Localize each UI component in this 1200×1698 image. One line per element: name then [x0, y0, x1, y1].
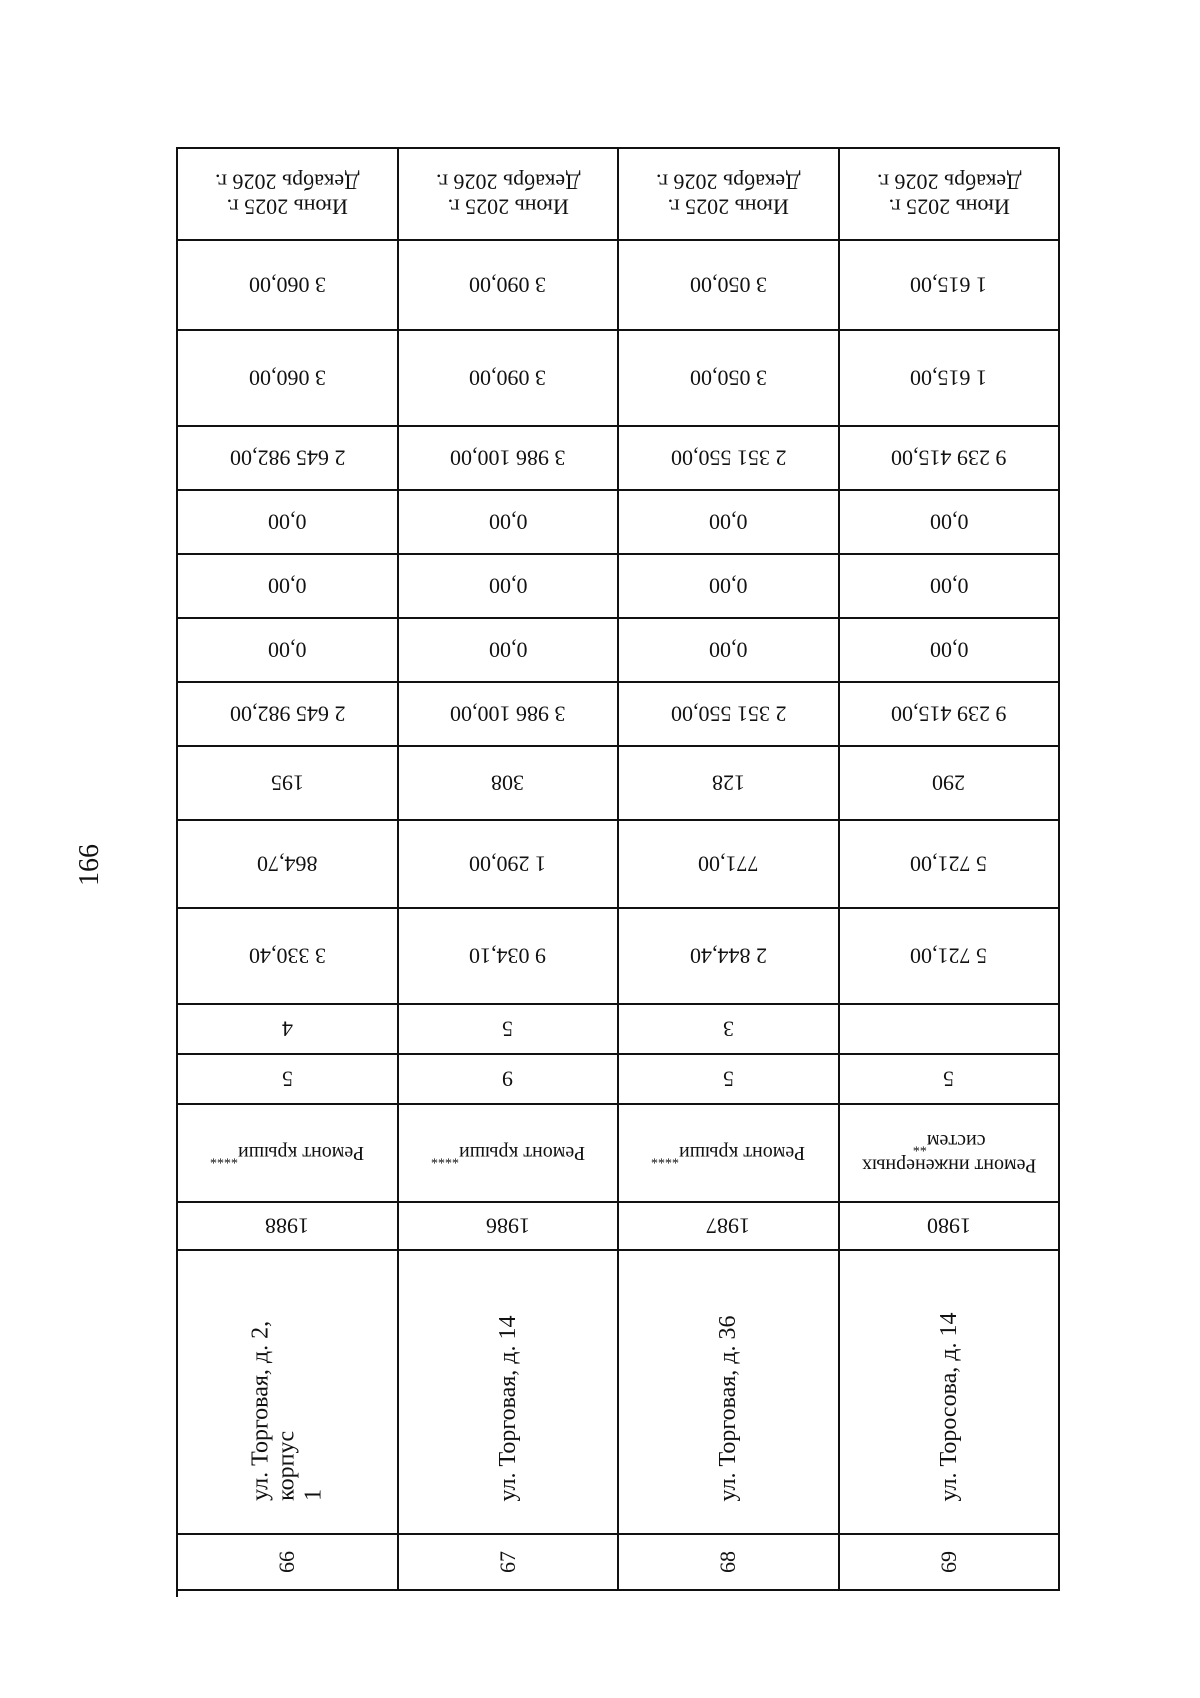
owners-cost-cell: 3 986 100,00	[399, 427, 620, 491]
row-number-cell: 69	[840, 1535, 1061, 1591]
residents-cell: 290	[840, 747, 1061, 821]
living-area-cell: 1 290,00	[399, 821, 620, 909]
work-type-cell: Ремонт крыши****	[399, 1105, 620, 1203]
total-cost-cell: 2 645 982,00	[178, 683, 399, 747]
total-cost-cell: 3 986 100,00	[399, 683, 620, 747]
owners-cost-cell: 9 239 415,00	[840, 427, 1061, 491]
fund-cell: 0,00	[619, 619, 840, 683]
row-number-cell: 67	[399, 1535, 620, 1591]
fund-cell: 0,00	[178, 491, 399, 555]
floors-cell: 9	[399, 1055, 620, 1105]
residents-cell: 195	[178, 747, 399, 821]
residents-cell: 128	[619, 747, 840, 821]
work-type-cell: Ремонт крыши****	[178, 1105, 399, 1203]
total-area-cell: 5 721,00	[840, 909, 1061, 1005]
year-built-cell: 1988	[178, 1203, 399, 1251]
work-type-cell: Ремонт инженерных систем**	[840, 1105, 1061, 1203]
fund-cell: 0,00	[178, 619, 399, 683]
total-cost-cell: 2 351 550,00	[619, 683, 840, 747]
entrances-cell	[840, 1005, 1061, 1055]
unit-cost-cell: 1 615,00	[840, 331, 1061, 427]
limit-cost-cell: 3 050,00	[619, 241, 840, 331]
page-number: 166	[74, 844, 105, 886]
floors-cell: 5	[178, 1055, 399, 1105]
total-area-cell: 3 330,40	[178, 909, 399, 1005]
living-area-cell: 771,00	[619, 821, 840, 909]
unit-cost-cell: 3 060,00	[178, 331, 399, 427]
year-built-cell: 1986	[399, 1203, 620, 1251]
fund-cell: 0,00	[840, 619, 1061, 683]
period-cell: Июнь 2025 г. Декабрь 2026 г.	[840, 149, 1061, 241]
work-type-cell: Ремонт крыши****	[619, 1105, 840, 1203]
entrances-cell: 4	[178, 1005, 399, 1055]
year-built-cell: 1987	[619, 1203, 840, 1251]
repair-schedule-table	[176, 147, 1060, 1597]
fund-cell: 0,00	[840, 491, 1061, 555]
limit-cost-cell: 3 090,00	[399, 241, 620, 331]
fund-cell: 0,00	[619, 555, 840, 619]
limit-cost-cell: 1 615,00	[840, 241, 1061, 331]
entrances-cell: 5	[399, 1005, 620, 1055]
period-cell: Июнь 2025 г. Декабрь 2026 г.	[619, 149, 840, 241]
fund-cell: 0,00	[399, 619, 620, 683]
row-number-cell: 68	[619, 1535, 840, 1591]
owners-cost-cell: 2 645 982,00	[178, 427, 399, 491]
address-cell: ул. Торговая, д. 14	[399, 1251, 620, 1535]
floors-cell: 5	[840, 1055, 1061, 1105]
year-built-cell: 1980	[840, 1203, 1061, 1251]
floors-cell: 5	[619, 1055, 840, 1105]
total-area-cell: 9 034,10	[399, 909, 620, 1005]
limit-cost-cell: 3 060,00	[178, 241, 399, 331]
total-cost-cell: 9 239 415,00	[840, 683, 1061, 747]
address-cell: ул. Торговая, д. 36	[619, 1251, 840, 1535]
address-cell: ул. Торговая, д. 2, корпус 1	[178, 1251, 399, 1535]
living-area-cell: 5 721,00	[840, 821, 1061, 909]
address-cell: ул. Торосова, д. 14	[840, 1251, 1061, 1535]
owners-cost-cell: 2 351 550,00	[619, 427, 840, 491]
period-cell: Июнь 2025 г. Декабрь 2026 г.	[399, 149, 620, 241]
period-cell: Июнь 2025 г. Декабрь 2026 г.	[178, 149, 399, 241]
row-number-cell: 66	[178, 1535, 399, 1591]
unit-cost-cell: 3 090,00	[399, 331, 620, 427]
fund-cell: 0,00	[399, 555, 620, 619]
unit-cost-cell: 3 050,00	[619, 331, 840, 427]
fund-cell: 0,00	[619, 491, 840, 555]
living-area-cell: 864,70	[178, 821, 399, 909]
entrances-cell: 3	[619, 1005, 840, 1055]
total-area-cell: 2 844,40	[619, 909, 840, 1005]
residents-cell: 308	[399, 747, 620, 821]
fund-cell: 0,00	[840, 555, 1061, 619]
fund-cell: 0,00	[399, 491, 620, 555]
fund-cell: 0,00	[178, 555, 399, 619]
